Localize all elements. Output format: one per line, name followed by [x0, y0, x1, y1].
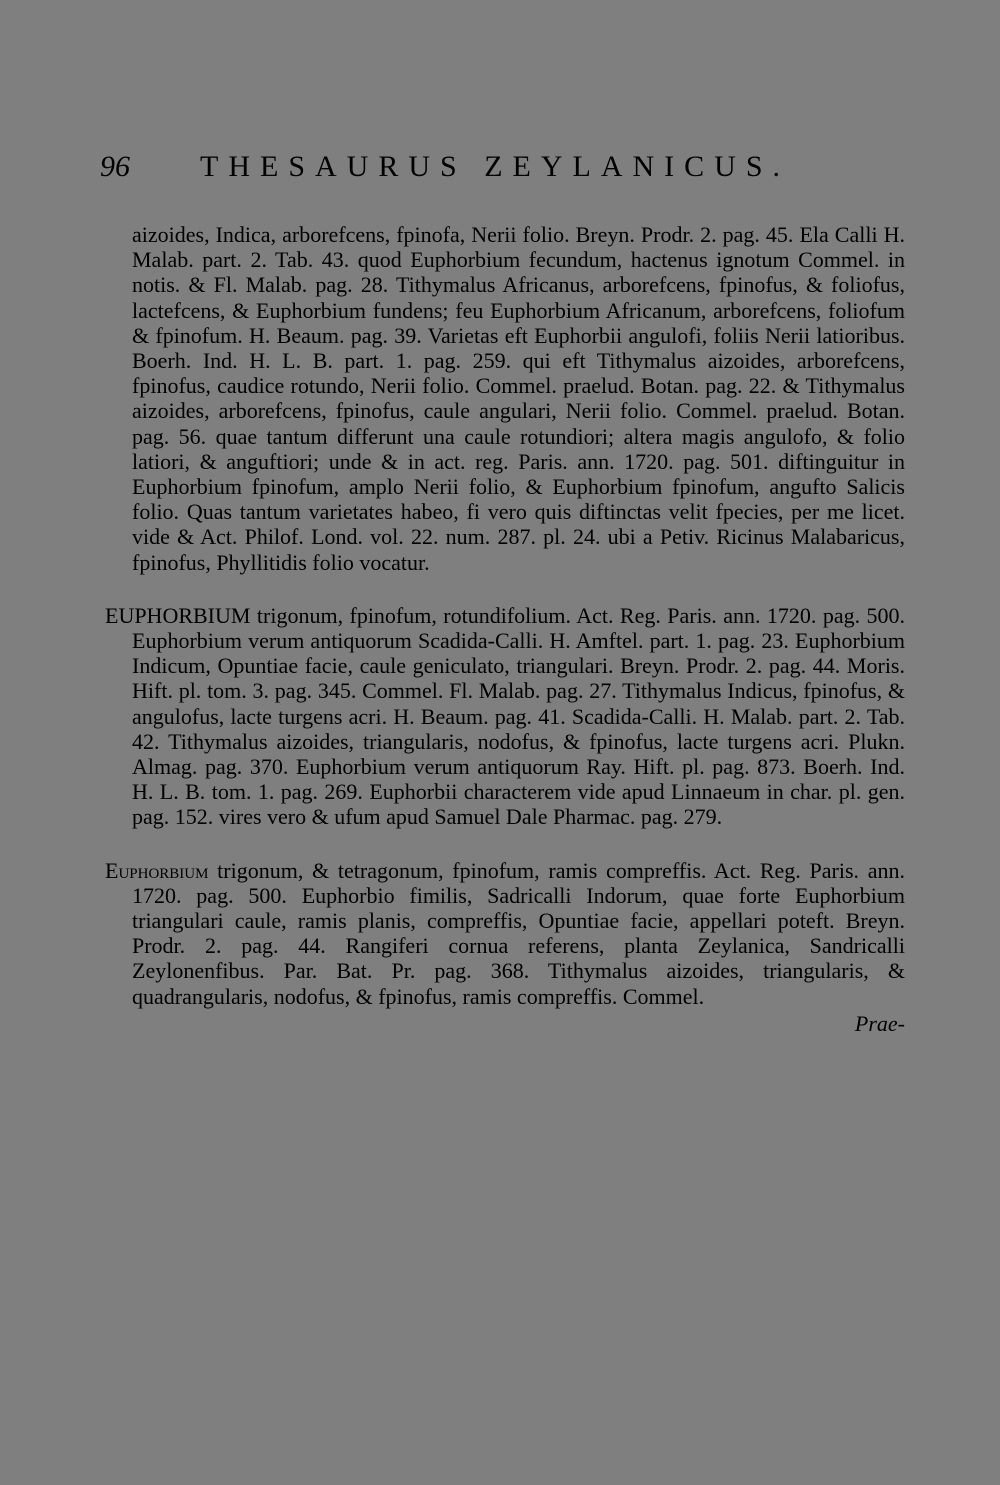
- text-block: [105, 222, 905, 1036]
- paragraph-continuation: [105, 222, 905, 575]
- page-header: [100, 150, 910, 194]
- page-number: 96: [100, 150, 130, 183]
- paragraph-entry-euphorbium-1: [105, 603, 905, 830]
- entry-headword: Euphorbium: [105, 857, 209, 883]
- paragraph-text: trigonum, fpinofum, rotundifolium. Act. Reg. Paris. ann. 1720. pag. 500. Euphorbium verum antiquorum Scadida-Calli. H. Amftel. part. 1. pag. 23. Euphorbium Indicum, Opuntiae facie, caule geniculato, triangulari. Breyn. Prodr. 2. pag. 44. Moris. Hift. pl. tom. 3. pag. 345. Commel. Fl. Malab. pag. 27. Tithymalus Indicus, fpinofus, & angulofus, lacte turgens acri. H. Beaum. pag. 41. Scadida-Calli. H. Malab. part. 2. Tab. 42. Tithymalus aizoides, triangularis, nodofus, & fpinofus, lacte turgens acri. Plukn. Almag. pag. 370. Euphorbium verum antiquorum Ray. Hift. pl. pag. 873. Boerh. Ind. H. L. B. tom. 1. pag. 269. Euphorbii characterem vide apud Linnaeum in char. pl. gen. pag. 152. vires vero & ufum apud Samuel Dale Pharmac. pag. 279.: [132, 602, 906, 830]
- paragraph-entry-euphorbium-2: [105, 858, 905, 1009]
- running-title: THESAURUS ZEYLANICUS.: [200, 150, 791, 183]
- paragraph-text: trigonum, & tetragonum, fpinofum, ramis compreffis. Act. Reg. Paris. ann. 1720. pag. 500. Euphorbio fimilis, Sadricalli Indorum, quae forte Euphorbium triangulari caule, ramis planis, compreffis, Opuntiae facie, appellari poteft. Breyn. Prodr. 2. pag. 44. Rangiferi cornua referens, planta Zeylanica, Sandricalli Zeylonenfibus. Par. Bat. Pr. pag. 368. Tithymalus aizoides, triangularis, & quadrangularis, nodofus, & fpinofus, ramis compreffis. Commel.: [132, 857, 905, 1009]
- entry-headword: EUPHORBIUM: [105, 602, 251, 628]
- paragraph-text: aizoides, Indica, arborefcens, fpinofa, Nerii folio. Breyn. Prodr. 2. pag. 45. Ela Calli H. Malab. part. 2. Tab. 43. quod Euphorbium fecundum, hactenus ignotum Commel. in notis. & Fl. Malab. pag. 28. Tithymalus Africanus, arborefcens, fpinofus, & foliofus, lactefcens, & Euphorbium fundens; feu Euphorbium Africanum, arborefcens, foliofum & fpinofum. H. Beaum. pag. 39. Varietas eft Euphorbii angulofi, foliis Nerii latioribus. Boerh. Ind. H. L. B. part. 1. pag. 259. qui eft Tithymalus aizoides, arborefcens, fpinofus, caudice rotundo, Nerii folio. Commel. praelud. Botan. pag. 22. & Tithymalus aizoides, arborefcens, fpinofus, caule angulari, Nerii folio. Commel. praelud. Botan. pag. 56. quae tantum differunt una caule rotundiori; altera magis angulofo, & folio latiori, & anguftiori; unde & in act. reg. Paris. ann. 1720. pag. 501. diftinguitur in Euphorbium fpinofum, amplo Nerii folio, & Euphorbium fpinofum, angufto Salicis folio. Quas tantum varietates habeo, fi vero quis diftinctas velit fpecies, per me licet. vide & Act. Philof. Lond. vol. 22. num. 287. pl. 24. ubi a Petiv. Ricinus Malabaricus, fpinofus, Phyllitidis folio vocatur.: [132, 222, 905, 575]
- catchword: Prae-: [854, 1010, 905, 1036]
